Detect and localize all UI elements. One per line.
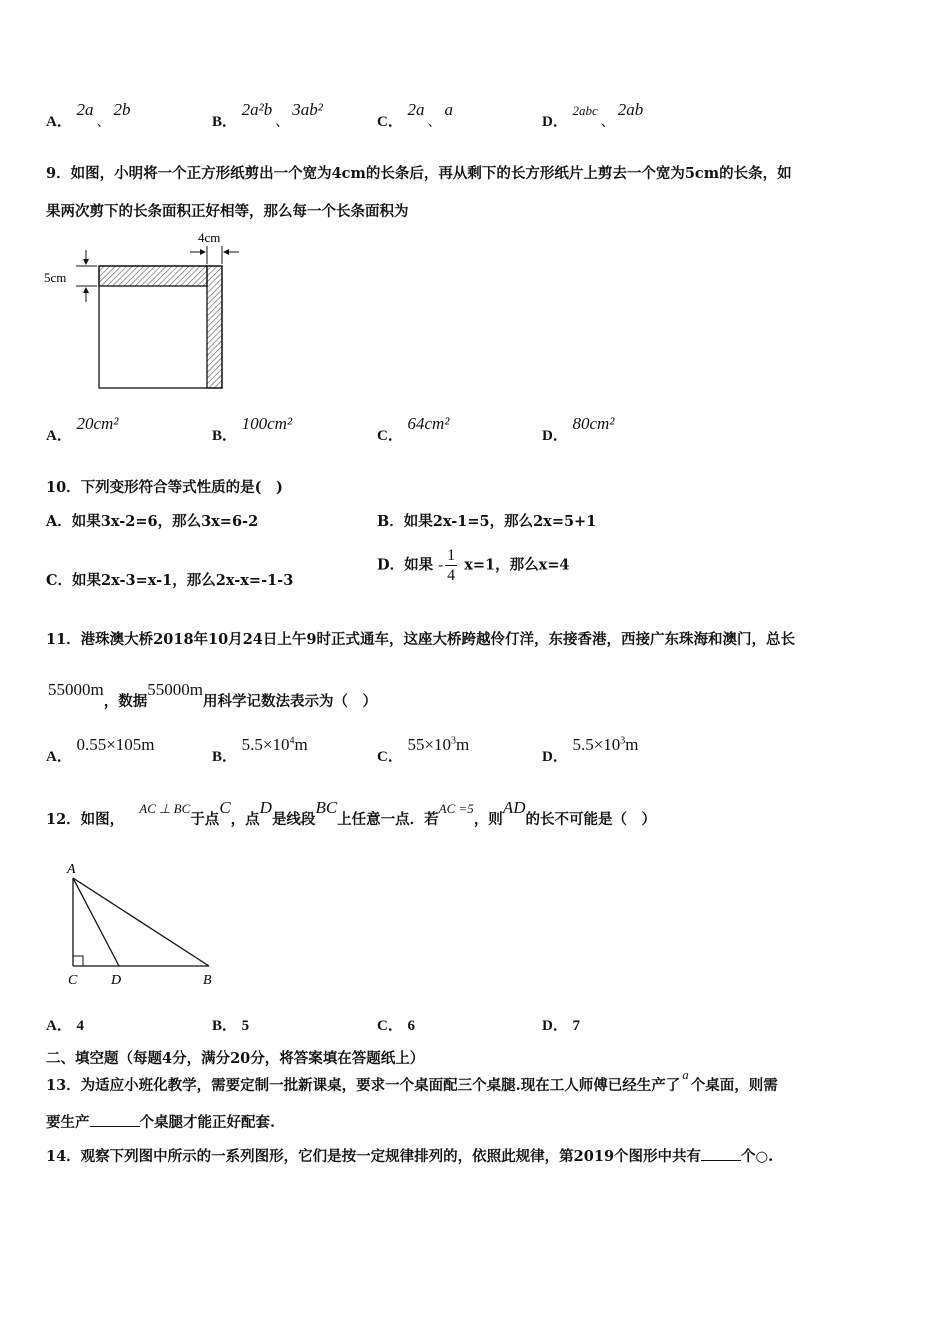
exponent: 3 [451,735,457,747]
option-label: A． [46,1018,72,1034]
option-label: B． [212,749,238,765]
text: ，点 [230,811,260,828]
q9-stem-line2: 果两次剪下的长条面积正好相等，那么每一个长条面积为 [46,203,409,220]
option-value: 6 [407,1018,415,1034]
text: 个桌面，则需 [690,1077,778,1094]
q9-option-b [212,414,293,445]
q9-stem-line1: 9．如图，小明将一个正方形纸剪出一个宽为4cm的长条后，再从剩下的长方形纸片上剪去一个宽为5cm的长条，如 [46,165,792,182]
math-expr: 2abc [572,103,598,118]
base: 5.5×10 [241,735,290,754]
option-value: 4 [76,1018,84,1034]
option-value: 64cm² [407,414,450,433]
side-ab [73,878,209,966]
vertex-b: B [203,973,212,988]
q10-option-c: C．如果2x-3=x-1，那么2x-x=-1-3 [46,572,294,589]
q11-stem-line1: 11．港珠澳大桥2018年10月24日上午9时正式通车，这座大桥跨越伶仃洋，东接香港，西接广东珠海和澳门，总长 [46,631,795,648]
math-expr: AC ⊥ BC [139,801,191,816]
separator: 、 [600,114,615,130]
text: 的长不可能是（ ） [525,811,656,828]
option-text: x=1，那么x=4 [464,556,570,574]
text: 是线段 [271,811,316,828]
text: 上任意一点．若 [337,811,439,828]
q9-option-a [46,414,119,445]
math-expr: 2a²b [241,100,273,119]
math-expr: D [259,798,272,817]
option-label: B． [212,1018,238,1034]
option-value [572,735,638,754]
q12-option-a [46,1014,84,1035]
text: 14．观察下列图中所示的一系列图形，它们是按一定规律排列的，依照此规律，第2019个图形中共有 [46,1148,702,1165]
option-label: D． [542,428,568,444]
fraction-denominator: 4 [447,567,456,584]
option-text: D．如果 [377,556,434,574]
math-expr: 2a [407,100,425,119]
q9-option-d [542,414,615,445]
option-label: C． [377,749,403,765]
math-expr: 2a [76,100,94,119]
option-label: C． [377,1018,403,1034]
option-label: D． [542,114,568,130]
vertex-a: A [67,862,76,877]
q12-option-b [212,1014,249,1035]
text: 13．为适应小班化教学，需要定制一批新课桌，要求一个桌面配三个桌腿.现在工人师傅已经生产了 [46,1077,681,1094]
option-value [407,735,469,754]
option-label: B． [212,114,238,130]
base: 5.5×10 [572,735,621,754]
right-angle-mark [73,956,83,966]
option-value: 7 [572,1018,580,1034]
q9-figure [40,228,250,393]
option-label: D． [542,749,568,765]
q11-option-a [46,735,155,766]
vertex-c: C [68,973,78,988]
base: 55×10 [407,735,452,754]
answer-blank[interactable] [90,1112,140,1127]
q9-option-c [377,414,450,445]
math-expr: 2b [113,100,131,119]
option-value: 5 [241,1018,250,1034]
minus-sign: - [438,557,444,574]
q12-option-c [377,1014,415,1035]
q14-stem [46,1145,773,1166]
text: 于点 [190,811,220,828]
q9-label-5cm: 5cm [44,270,67,285]
text: 个○. [741,1148,774,1165]
text: 个桌腿才能正好配套. [139,1114,276,1131]
option-value: 20cm² [76,414,119,433]
math-expr: 55000m [48,680,104,699]
option-value [242,735,308,754]
unit: m [294,735,308,754]
text: ，数据 [103,693,148,710]
q10-option-b: B．如果2x-1=5，那么2x=5+1 [377,513,597,530]
option-value: 0.55×105m [76,735,155,754]
vertex-d: D [111,973,122,988]
section-title: 二、填空题（每题4分，满分20分，将答案填在答题纸上） [46,1050,425,1067]
q13-stem-line1 [46,1067,778,1095]
q10-stem: 10．下列变形符合等式性质的是( ) [46,479,283,496]
option-label: B． [212,428,238,444]
q9-label-4cm: 4cm [198,230,221,245]
q8-option-d [542,100,644,131]
option-label: C． [377,114,403,130]
option-label: A． [46,114,72,130]
text: 12．如图， [46,811,125,828]
option-value: 100cm² [241,414,293,433]
q12-triangle-figure [55,858,225,993]
text: ，则 [473,811,503,828]
separator: 、 [427,114,442,130]
q9-strip-right [207,266,222,388]
option-value: 80cm² [572,414,615,433]
separator: 、 [275,114,290,130]
q12-stem [46,798,656,829]
q8-option-c [377,100,453,131]
text: 要生产 [46,1114,90,1131]
text: 用科学记数法表示为（ ） [202,693,377,710]
q10-option-a: A．如果3x-2=6，那么3x=6-2 [46,513,259,530]
q11-stem-line2 [48,680,377,711]
math-expr: AC =5 [438,801,474,816]
q8-option-a [46,100,131,131]
math-expr: 2ab [617,100,644,119]
math-expr: AD [502,798,526,817]
math-expr: a [444,100,453,119]
math-expr: 55000m [147,680,203,699]
math-var: a [682,1067,689,1082]
fraction-numerator: 1 [447,547,456,564]
math-expr: 3ab² [292,100,323,119]
q10-option-d [377,546,569,585]
fraction [445,546,457,585]
exponent: 4 [289,735,295,747]
math-expr: BC [315,798,338,817]
q8-option-b [212,100,323,131]
q12-option-d [542,1014,580,1035]
option-label: A． [46,428,72,444]
option-label: A． [46,749,72,765]
segment-ad [73,878,119,966]
exponent: 3 [620,735,626,747]
q9-strip-top [99,266,207,286]
unit: m [625,735,639,754]
separator: 、 [96,114,111,130]
option-label: D． [542,1018,568,1034]
q13-stem-line2 [46,1111,275,1132]
option-label: C． [377,428,403,444]
answer-blank[interactable] [701,1146,741,1161]
math-expr: C [219,798,231,817]
unit: m [456,735,470,754]
